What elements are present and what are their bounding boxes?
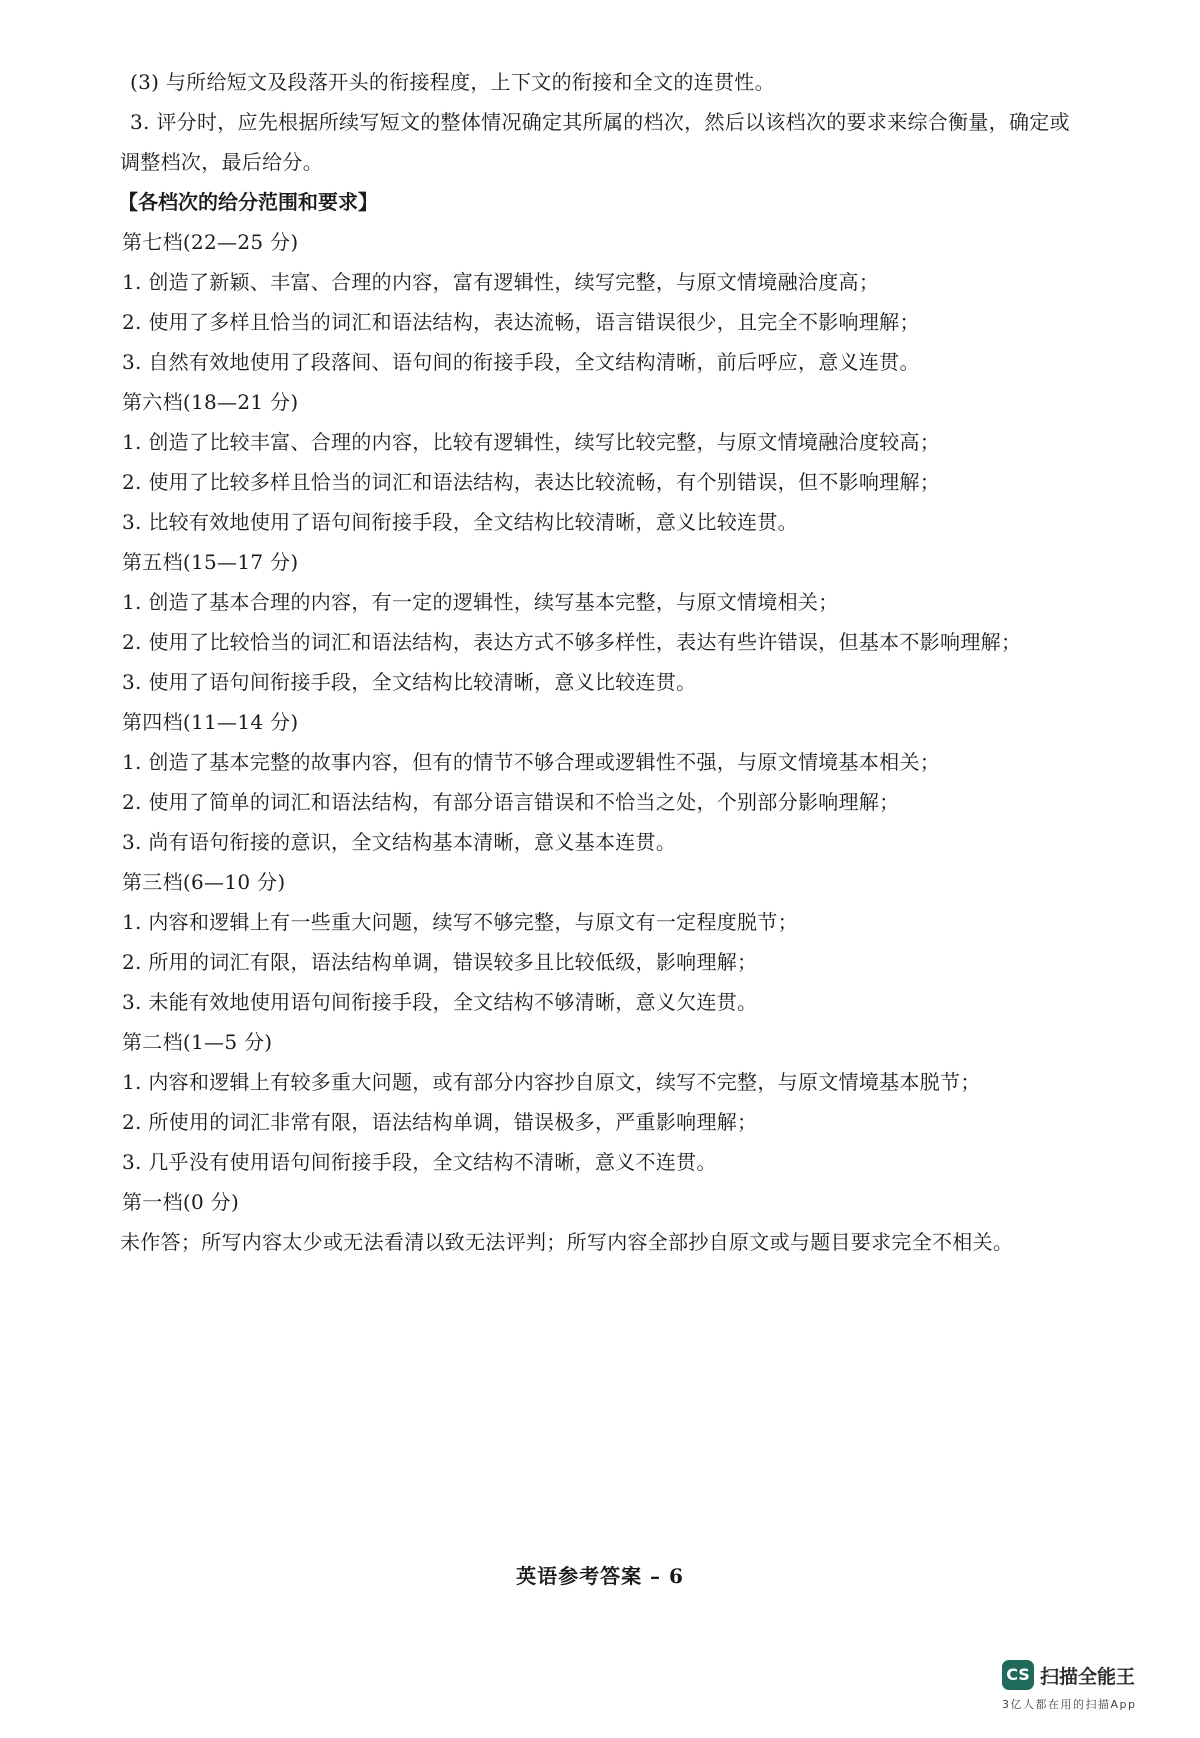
scanner-watermark (1002, 1660, 1172, 1712)
intro-item-3: (3) 与所给短文及段落开头的衔接程度，上下文的衔接和全文的连贯性。 (130, 70, 775, 94)
tier-title: 第二档(1—5 分) (122, 1030, 273, 1054)
tier-item: 2. 所用的词汇有限，语法结构单调，错误较多且比较低级，影响理解； (122, 950, 758, 974)
tier-7 (120, 222, 1125, 382)
document-body (120, 62, 1125, 1262)
tier-item: 未作答；所写内容太少或无法看清以致无法评判；所写内容全部抄自原文或与题目要求完全不相关。 (120, 1230, 1014, 1254)
intro-rule-3-line-2: 调整档次，最后给分。 (120, 150, 323, 174)
tier-item: 3. 比较有效地使用了语句间衔接手段，全文结构比较清晰，意义比较连贯。 (122, 510, 798, 534)
tier-item: 1. 创造了基本合理的内容，有一定的逻辑性，续写基本完整，与原文情境相关； (122, 590, 839, 614)
page-footer: 英语参考答案 – 6 (516, 1564, 684, 1588)
tier-title: 第五档(15—17 分) (122, 550, 299, 574)
tier-item: 3. 自然有效地使用了段落间、语句间的衔接手段，全文结构清晰，前后呼应，意义连贯。 (122, 350, 920, 374)
cs-logo-icon: CS (1002, 1660, 1034, 1690)
tier-item: 1. 内容和逻辑上有一些重大问题，续写不够完整，与原文有一定程度脱节； (122, 910, 798, 934)
tier-title: 第六档(18—21 分) (122, 390, 299, 414)
tier-item: 2. 所使用的词汇非常有限，语法结构单调，错误极多，严重影响理解； (122, 1110, 758, 1134)
tier-item: 3. 尚有语句衔接的意识，全文结构基本清晰，意义基本连贯。 (122, 830, 677, 854)
tier-1 (120, 1182, 1125, 1262)
tier-item: 3. 未能有效地使用语句间衔接手段，全文结构不够清晰，意义欠连贯。 (122, 990, 758, 1014)
tier-item: 1. 内容和逻辑上有较多重大问题，或有部分内容抄自原文，续写不完整，与原文情境基本脱节； (122, 1070, 981, 1094)
tier-item: 1. 创造了基本完整的故事内容，但有的情节不够合理或逻辑性不强，与原文情境基本相关； (122, 750, 941, 774)
watermark-app-name: 扫描全能王 (1040, 1666, 1136, 1688)
tier-title: 第七档(22—25 分) (122, 230, 299, 254)
tier-item: 2. 使用了多样且恰当的词汇和语法结构，表达流畅，语言错误很少，且完全不影响理解； (122, 310, 920, 334)
tier-title: 第三档(6—10 分) (122, 870, 286, 894)
tier-6 (120, 382, 1125, 542)
tier-item: 3. 使用了语句间衔接手段，全文结构比较清晰，意义比较连贯。 (122, 670, 697, 694)
watermark-tagline: 3亿人都在用的扫描App (1002, 1698, 1137, 1711)
tier-4 (120, 702, 1125, 862)
tier-title: 第四档(11—14 分) (122, 710, 299, 734)
tier-item: 1. 创造了新颖、丰富、合理的内容，富有逻辑性，续写完整，与原文情境融洽度高； (122, 270, 880, 294)
tier-title: 第一档(0 分) (122, 1190, 240, 1214)
intro-rule-3-line-1: 3. 评分时，应先根据所续写短文的整体情况确定其所属的档次，然后以该档次的要求来综合衡量，确定或 (130, 110, 1070, 134)
section-heading: 【各档次的给分范围和要求】 (118, 190, 378, 214)
tier-item: 3. 几乎没有使用语句间衔接手段，全文结构不清晰，意义不连贯。 (122, 1150, 717, 1174)
tier-item: 2. 使用了简单的词汇和语法结构，有部分语言错误和不恰当之处，个别部分影响理解； (122, 790, 900, 814)
tier-5 (120, 542, 1125, 702)
tier-item: 2. 使用了比较恰当的词汇和语法结构，表达方式不够多样性，表达有些许错误，但基本不影响理解； (122, 630, 1022, 654)
tier-item: 1. 创造了比较丰富、合理的内容，比较有逻辑性，续写比较完整，与原文情境融洽度较高； (122, 430, 941, 454)
tier-item: 2. 使用了比较多样且恰当的词汇和语法结构，表达比较流畅，有个别错误，但不影响理解； (122, 470, 941, 494)
tier-3 (120, 862, 1125, 1022)
tier-2 (120, 1022, 1125, 1182)
